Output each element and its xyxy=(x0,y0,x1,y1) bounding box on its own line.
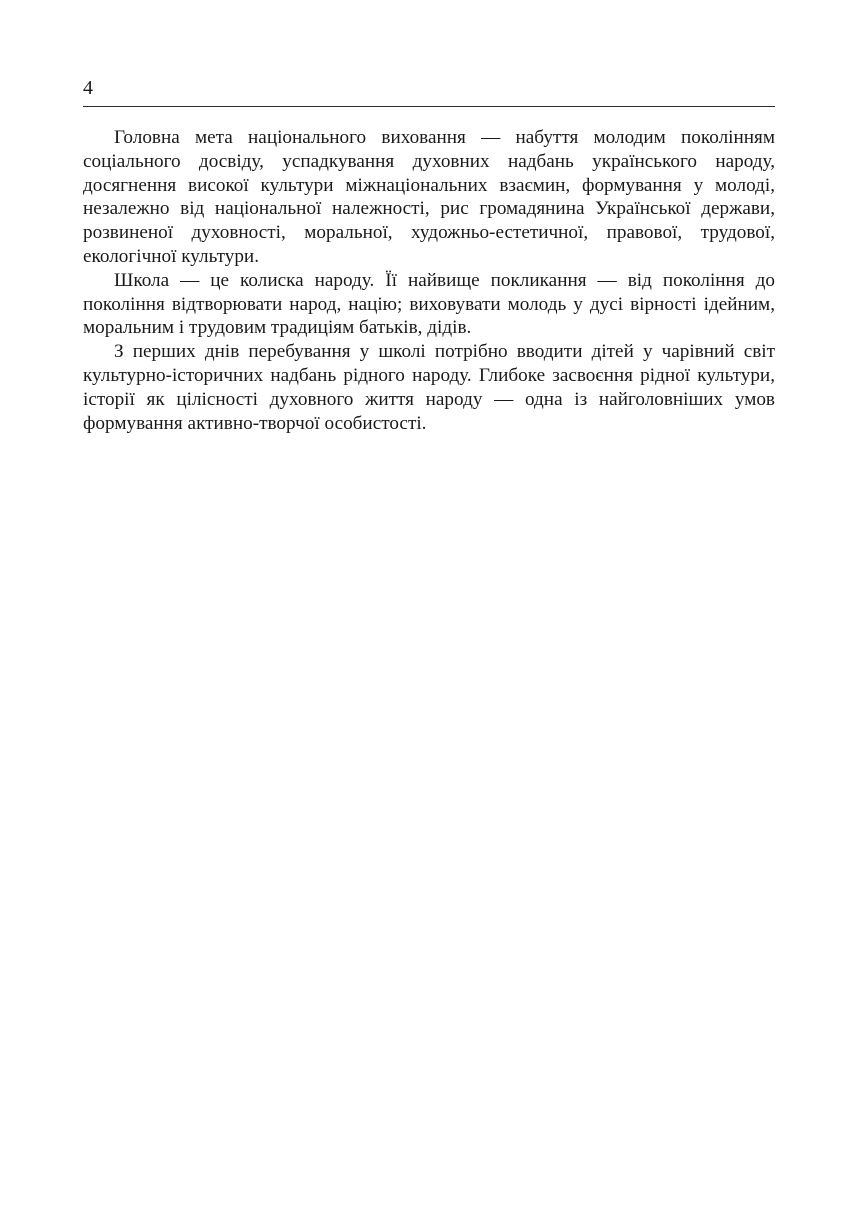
paragraph-2: Школа — це колиска народу. Її найвище покликання — від покоління до покоління відтворювати народ, націю; виховувати молодь у дусі вірності ідейним, моральним і трудовим традиціям батьків, дідів. xyxy=(83,269,775,339)
page-number: 4 xyxy=(83,77,93,99)
body-text xyxy=(83,126,775,435)
paragraph-1: Головна мета національного виховання — набуття молодим поколінням соціального досвіду, успадкування духовних надбань українського народу, досягнення високої культури міжнаціональних взаємин, формування у молоді, незалежно від національної належності, рис громадянина Української держави, розвиненої духовності, моральної, художньо-естетичної, правової, трудової, екологічної культури. xyxy=(83,127,775,267)
paragraph-3: З перших днів перебування у школі потрібно вводити дітей у чарівний світ культурно-історичних надбань рідного народу. Глибоке засвоєння рідної культури, історії як цілісності духовного життя народу — одна із найголовніших умов формування активно-творчої особистості. xyxy=(83,341,775,434)
header-rule xyxy=(83,106,775,107)
